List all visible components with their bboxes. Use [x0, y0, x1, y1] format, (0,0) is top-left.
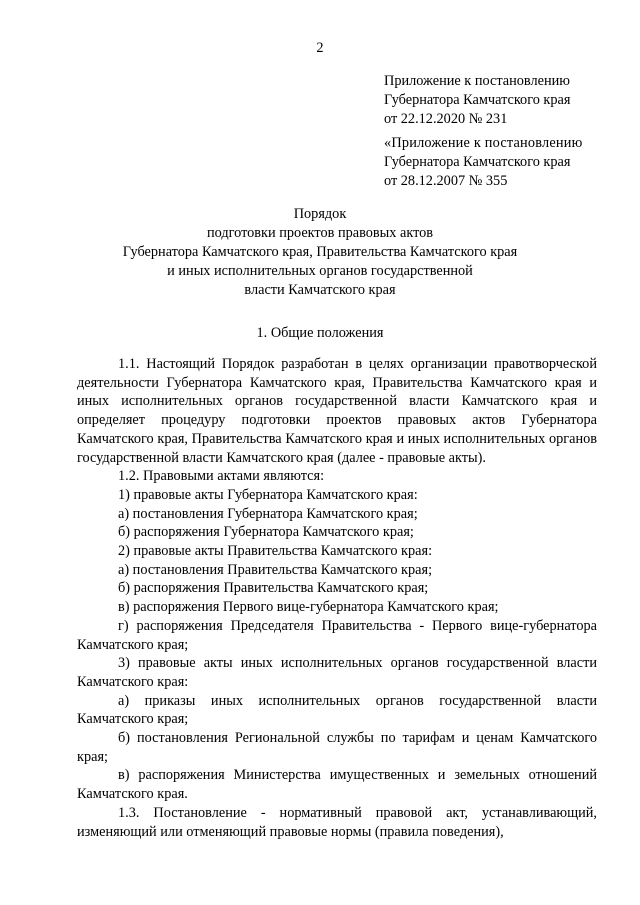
list-item: 3) правовые акты иных исполнительных органов государственной власти Камчатского края: — [77, 655, 597, 690]
list-item: а) постановления Губернатора Камчатского края; — [118, 505, 418, 522]
list-item: а) постановления Правительства Камчатского края; — [118, 561, 433, 578]
appendix-original-line2: Губернатора Камчатского края — [384, 154, 571, 170]
appendix-current-line1: Приложение к постановлению — [384, 73, 570, 89]
appendix-original-line3: от 28.12.2007 № 355 — [384, 173, 508, 189]
list-item: б) распоряжения Губернатора Камчатского края; — [118, 524, 414, 541]
appendix-original-line1: «Приложение к постановлению — [384, 135, 583, 151]
paragraph-1-3: 1.3. Постановление - нормативный правовой акт, устанавливающий, изменяющий или отменяющий правовые нормы (правила поведения), — [77, 804, 597, 840]
list-item: 2) правовые акты Правительства Камчатского края: — [118, 543, 433, 560]
list-item: б) постановления Региональной службы по тарифам и ценам Камчатского края; — [77, 730, 597, 765]
document-body — [77, 355, 597, 841]
section-heading: 1. Общие положения — [256, 325, 384, 341]
title-line3: Губернатора Камчатского края, Правительства Камчатского края — [122, 244, 518, 260]
page-number: 2 — [316, 40, 324, 56]
paragraph-1-2: 1.2. Правовыми актами являются: — [118, 468, 325, 485]
appendix-current — [384, 72, 614, 129]
list-item: 1) правовые акты Губернатора Камчатского края: — [118, 486, 418, 503]
appendix-current-line3: от 22.12.2020 № 231 — [384, 111, 508, 127]
list-item: в) распоряжения Первого вице-губернатора Камчатского края; — [118, 599, 499, 616]
appendix-current-line2: Губернатора Камчатского края — [384, 92, 571, 108]
document-title — [0, 205, 640, 300]
list-item: а) приказы иных исполнительных органов государственной власти Камчатского края; — [77, 692, 597, 728]
title-line4: и иных исполнительных органов государственной — [167, 263, 473, 279]
list-item: г) распоряжения Председателя Правительства - Первого вице-губернатора Камчатского края; — [77, 617, 597, 653]
list-item: б) распоряжения Правительства Камчатского края; — [118, 580, 429, 597]
list-item: в) распоряжения Министерства имущественных и земельных отношений Камчатского края. — [77, 767, 597, 803]
title-line2: подготовки проектов правовых актов — [206, 225, 434, 241]
title-line5: власти Камчатского края — [244, 282, 396, 298]
title-line1: Порядок — [293, 206, 347, 222]
appendix-original — [384, 134, 614, 191]
paragraph-1-1: 1.1. Настоящий Порядок разработан в целях организации правотворческой деятельности Губернатора Камчатского края, Правительства Камчатского края и иных исполнительных органов государственной власти Камчатского края и определяет процедуру подготовки проектов правовых актов Губернатора Камчатского края, Правительства Камчатского края и иных исполнительных органов государственной власти Камчатского края (далее - правовые акты). — [77, 356, 597, 466]
